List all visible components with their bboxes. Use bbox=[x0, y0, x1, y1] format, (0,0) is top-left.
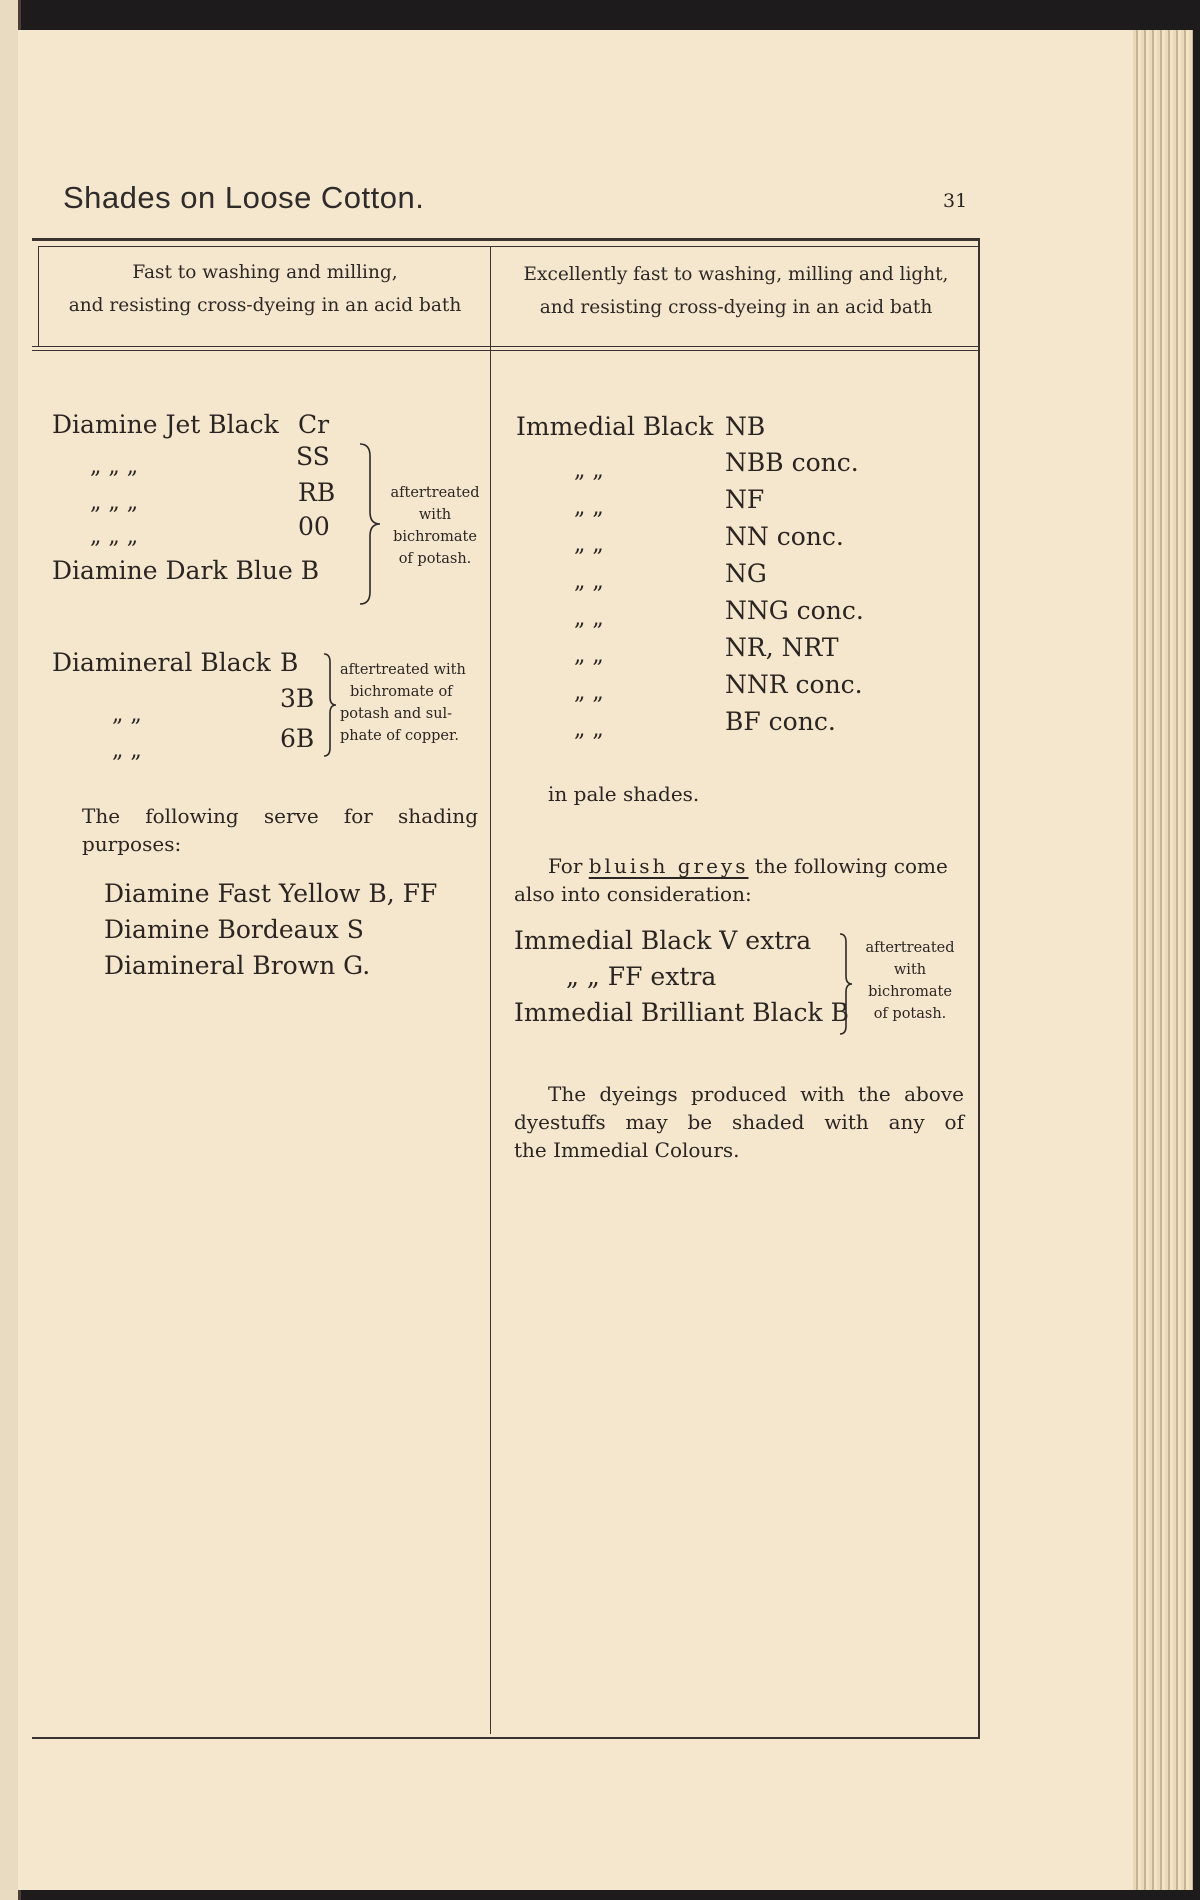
header-rule-2 bbox=[32, 350, 980, 351]
dye-suffix: BF conc. bbox=[725, 707, 836, 736]
dye-name: „ „ FF extra bbox=[566, 962, 717, 991]
right-header-line-2: and resisting cross-dyeing in an acid bath bbox=[539, 297, 933, 318]
left-column-header bbox=[42, 256, 488, 322]
paragraph-line: The dyeings produced with the above bbox=[548, 1082, 964, 1106]
note-line: aftertreated with bbox=[340, 662, 466, 678]
dye-name: Diamine Jet Black bbox=[52, 410, 279, 439]
dye-suffix: NF bbox=[725, 485, 765, 514]
dye-suffix: RB bbox=[298, 478, 336, 507]
ditto-marks: „ „ „ bbox=[90, 490, 139, 515]
ditto-marks: „ „ bbox=[112, 738, 142, 763]
left-header-line-2: and resisting cross-dyeing in an acid bath bbox=[68, 295, 462, 316]
note-line: with bbox=[893, 962, 927, 978]
page-number: 31 bbox=[943, 190, 968, 212]
ditto-marks: „ „ „ bbox=[90, 454, 139, 479]
ditto-marks: „ „ bbox=[574, 643, 604, 668]
book-page bbox=[18, 30, 1133, 1890]
intro-text: For bbox=[548, 854, 583, 878]
dye-suffix: 3B bbox=[280, 684, 315, 713]
dye-suffix: NN conc. bbox=[725, 522, 844, 551]
dye-suffix: 6B bbox=[280, 724, 315, 753]
treatment-note bbox=[854, 937, 966, 1025]
dye-name: Diamine Dark Blue B bbox=[52, 556, 320, 585]
ditto-marks: „ „ bbox=[574, 458, 604, 483]
shading-list bbox=[104, 876, 437, 984]
dye-suffix: NNG conc. bbox=[725, 596, 864, 625]
dye-suffix: SS bbox=[296, 442, 330, 471]
column-divider bbox=[490, 246, 491, 1734]
paragraph-line: dyestuffs may be shaded with any of bbox=[514, 1110, 964, 1134]
dye-name: Immedial Black bbox=[516, 412, 714, 441]
dye-suffix: Cr bbox=[298, 410, 330, 439]
dye-suffix: B bbox=[280, 648, 299, 677]
note-line: potash and sul- bbox=[340, 706, 453, 722]
shading-intro bbox=[82, 802, 478, 858]
closing-paragraph bbox=[514, 1080, 964, 1164]
note-line: bichromate of bbox=[350, 684, 453, 700]
dye-name: Diamineral Black bbox=[52, 648, 271, 677]
dye-name: Immedial Black V extra bbox=[514, 926, 812, 955]
dye-suffix: NBB conc. bbox=[725, 448, 859, 477]
note-line: bichromate bbox=[868, 984, 952, 1000]
note-line: of potash. bbox=[398, 551, 472, 567]
page-title: Shades on Loose Cotton. bbox=[63, 180, 425, 215]
emphasis-text: bluish greys bbox=[588, 854, 749, 878]
paragraph-line: the Immedial Colours. bbox=[514, 1138, 740, 1162]
header-rule-1 bbox=[32, 346, 980, 347]
dye-suffix: NB bbox=[725, 412, 766, 441]
dye-suffix: NG bbox=[725, 559, 767, 588]
ditto-marks: „ „ „ bbox=[90, 524, 139, 549]
left-header-line-1: Fast to washing and milling, bbox=[132, 262, 398, 283]
ditto-marks: „ „ bbox=[574, 606, 604, 631]
note-line: phate of copper. bbox=[340, 728, 459, 744]
right-header-line-1: Excellently fast to washing, milling and light, bbox=[523, 264, 949, 285]
list-item: Diamineral Brown G. bbox=[104, 951, 371, 980]
list-item: Diamine Bordeaux S bbox=[104, 915, 364, 944]
ditto-marks: „ „ bbox=[574, 569, 604, 594]
intro-text: the following come bbox=[754, 854, 948, 878]
dye-name: Immedial Brilliant Black B bbox=[514, 998, 849, 1027]
dye-suffix: 00 bbox=[298, 512, 330, 541]
treatment-note bbox=[340, 659, 466, 747]
note-line: bichromate bbox=[393, 529, 477, 545]
ditto-marks: „ „ bbox=[112, 702, 142, 727]
dye-suffix: NNR conc. bbox=[725, 670, 863, 699]
paragraph-line: purposes: bbox=[82, 832, 182, 856]
note-line: with bbox=[418, 507, 452, 523]
page-edges bbox=[1133, 30, 1193, 1890]
treatment-note bbox=[380, 482, 490, 570]
header-top-rule bbox=[38, 246, 978, 247]
dye-suffix: NR, NRT bbox=[725, 633, 839, 662]
note-line: of potash. bbox=[873, 1006, 947, 1022]
brace-right bbox=[322, 652, 342, 758]
list-item: Diamine Fast Yellow B, FF bbox=[104, 879, 438, 908]
footnote: in pale shades. bbox=[548, 782, 700, 806]
greys-intro-line-2: also into consideration: bbox=[514, 882, 752, 906]
paragraph-line: The following serve for shading bbox=[82, 804, 478, 828]
right-column-header bbox=[494, 258, 978, 324]
note-line: aftertreated bbox=[390, 485, 480, 501]
header-left-rule bbox=[38, 246, 39, 346]
greys-intro-line-1 bbox=[548, 852, 948, 880]
ditto-marks: „ „ bbox=[574, 680, 604, 705]
note-line: aftertreated bbox=[865, 940, 955, 956]
ditto-marks: „ „ bbox=[574, 495, 604, 520]
ditto-marks: „ „ bbox=[574, 532, 604, 557]
ditto-marks: „ „ bbox=[574, 717, 604, 742]
